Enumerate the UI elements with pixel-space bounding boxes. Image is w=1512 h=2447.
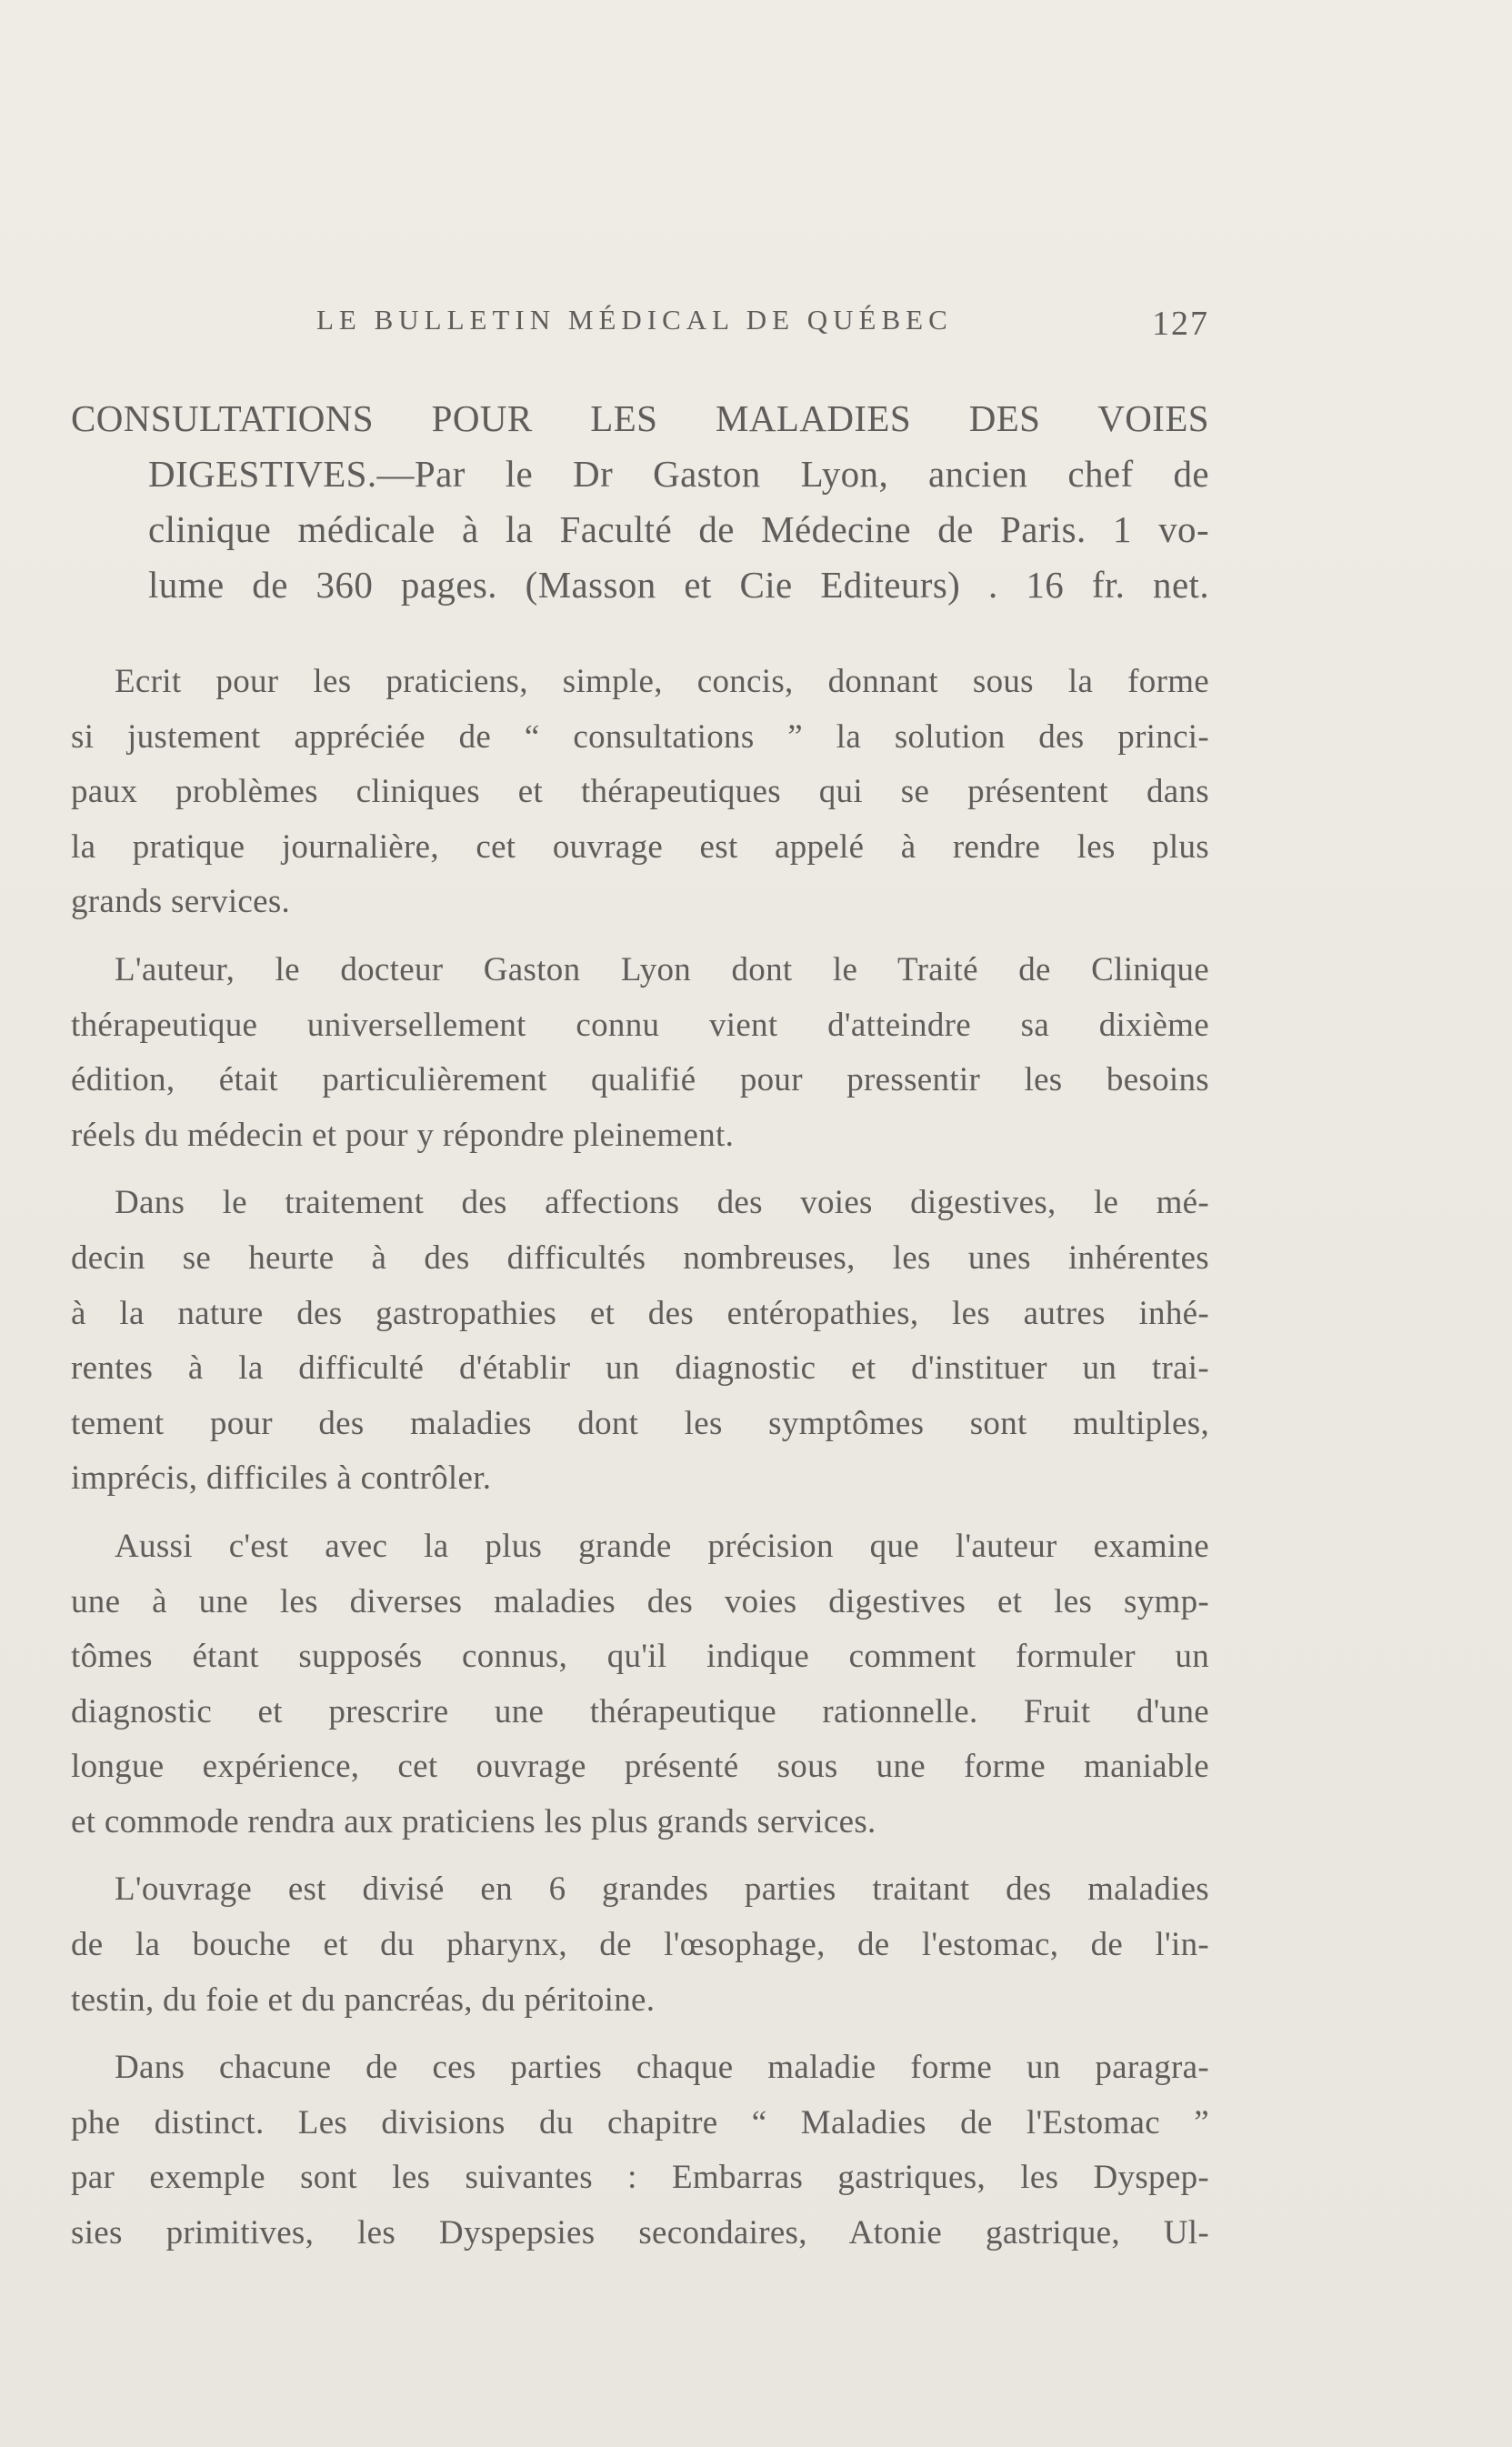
paragraph — [71, 1862, 1209, 2028]
text-line: de la bouche et du pharynx, de l'œsophage, de l'estomac, de l'in- — [71, 1926, 1209, 1964]
text-line: tômes étant supposés connus, qu'il indique comment formuler un — [71, 1638, 1209, 1676]
text-line: si justement appréciée de “ consultations ” la solution des princi- — [71, 717, 1209, 756]
text-line: imprécis, difficiles à contrôler. — [71, 1459, 492, 1498]
review-body — [71, 655, 1209, 2274]
text-line: à la nature des gastropathies et des entéropathies, les autres inhé- — [71, 1294, 1209, 1332]
text-line: decin se heurte à des difficultés nombreuses, les unes inhérentes — [71, 1239, 1209, 1277]
book-heading — [71, 391, 1209, 613]
page-number: 127 — [1152, 305, 1209, 343]
text-line: L'auteur, le docteur Gaston Lyon dont le Traité de Clinique — [115, 950, 1209, 988]
heading-line: lume de 360 pages. (Masson et Cie Editeurs) . 16 fr. net. — [148, 564, 1209, 606]
text-line: tement pour des maladies dont les symptômes sont multiples, — [71, 1404, 1209, 1442]
text-line: par exemple sont les suivantes : Embarras gastriques, les Dyspep- — [71, 2159, 1209, 2197]
text-line: sies primitives, les Dyspepsies secondaires, Atonie gastrique, Ul- — [71, 2214, 1209, 2252]
paragraph — [71, 943, 1209, 1163]
text-line: diagnostic et prescrire une thérapeutique rationnelle. Fruit d'une — [71, 1692, 1209, 1730]
text-line: longue expérience, cet ouvrage présenté sous une forme maniable — [71, 1748, 1209, 1786]
text-line: Aussi c'est avec la plus grande précision que l'auteur examine — [115, 1527, 1209, 1565]
text-line: thérapeutique universellement connu vient d'atteindre sa dixième — [71, 1006, 1209, 1044]
text-line: rentes à la difficulté d'établir un diagnostic et d'instituer un trai- — [71, 1349, 1209, 1388]
text-line: édition, était particulièrement qualifié pour pressentir les besoins — [71, 1061, 1209, 1099]
text-line: Dans chacune de ces parties chaque maladie forme un paragra- — [115, 2049, 1209, 2087]
paragraph — [71, 2041, 1209, 2261]
text-line: et commode rendra aux praticiens les plus grands services. — [71, 1802, 876, 1840]
journal-title: LE BULLETIN MÉDICAL DE QUÉBEC — [316, 304, 953, 336]
paragraph — [71, 1176, 1209, 1507]
text-line: une à une les diverses maladies des voies digestives et les symp- — [71, 1582, 1209, 1620]
text-line: L'ouvrage est divisé en 6 grandes parties traitant des maladies — [115, 1870, 1209, 1909]
paragraph — [71, 655, 1209, 930]
text-line: paux problèmes cliniques et thérapeutiques qui se présentent dans — [71, 773, 1209, 811]
text-line: grands services. — [71, 883, 291, 921]
text-line: phe distinct. Les divisions du chapitre “ Maladies de l'Estomac ” — [71, 2103, 1209, 2141]
running-head — [316, 304, 1209, 349]
paragraph — [71, 1519, 1209, 1850]
text-line: testin, du foie et du pancréas, du péritoine. — [71, 1981, 656, 2019]
heading-line: clinique médicale à la Faculté de Médecine de Paris. 1 vo- — [148, 508, 1209, 550]
text-line: réels du médecin et pour y répondre pleinement. — [71, 1116, 735, 1154]
text-line: Dans le traitement des affections des voies digestives, le mé- — [115, 1184, 1209, 1222]
text-line: Ecrit pour les praticiens, simple, concis, donnant sous la forme — [115, 663, 1209, 700]
heading-line: CONSULTATIONS POUR LES MALADIES DES VOIES — [71, 397, 1209, 439]
text-line: la pratique journalière, cet ouvrage est appelé à rendre les plus — [71, 827, 1209, 866]
heading-line: DIGESTIVES.—Par le Dr Gaston Lyon, ancien chef de — [148, 453, 1209, 495]
